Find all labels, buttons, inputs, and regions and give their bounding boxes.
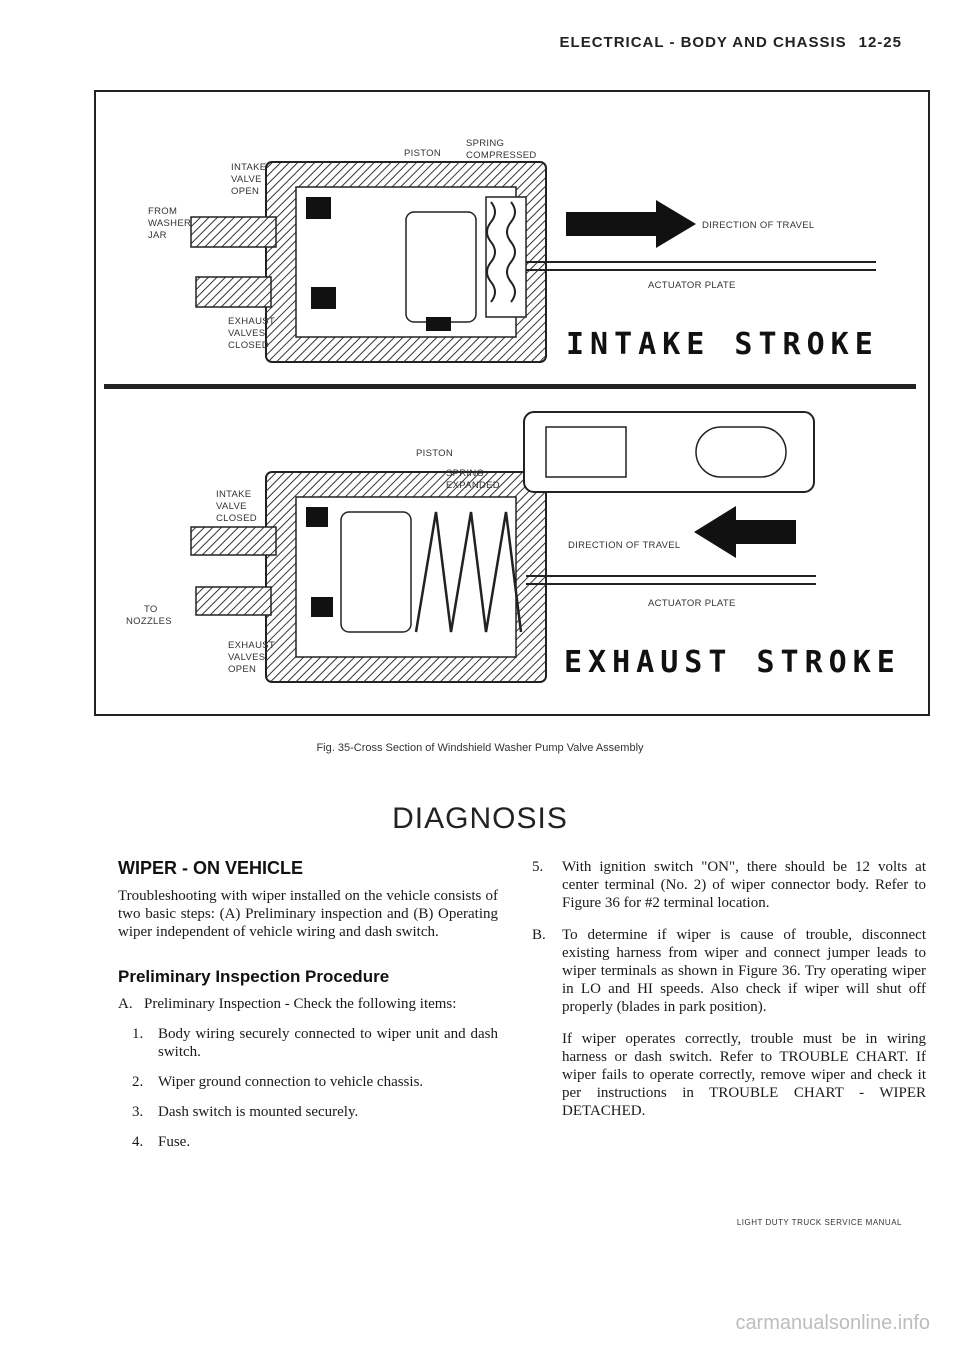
- list-item-text: Dash switch is mounted securely.: [158, 1104, 359, 1120]
- list-item-5: [532, 858, 926, 912]
- subsection-title: Preliminary Inspection Procedure: [118, 967, 390, 986]
- jar-label: JAR: [148, 230, 167, 241]
- intake-piston-label: PISTON: [404, 148, 441, 159]
- intake-exhaust-label-2: VALVES: [228, 328, 266, 339]
- exhaust-intake-valve-state-label: CLOSED: [216, 513, 257, 524]
- page-header: [560, 34, 902, 51]
- list-item-5-number: 5.: [532, 859, 544, 875]
- manual-footer: LIGHT DUTY TRUCK SERVICE MANUAL: [736, 1218, 902, 1227]
- list-item: [118, 1073, 498, 1091]
- list-item-b: [532, 926, 926, 1016]
- list-item: [118, 1025, 498, 1061]
- watermark: carmanualsonline.info: [735, 1312, 930, 1334]
- intake-spring-label: SPRING: [466, 138, 505, 149]
- intake-valve-label: INTAKE: [231, 162, 267, 173]
- intake-actuator-label: ACTUATOR PLATE: [648, 280, 736, 291]
- list-item-a-label: A.: [118, 996, 133, 1012]
- exhaust-valves-state-label: OPEN: [228, 664, 257, 675]
- list-item-b-text: To determine if wiper is cause of trouble, disconnect existing harness from wiper and connect jumper leads to wiper terminals as shown in Figure 36. Try operating wiper in LO and HI speeds. Also check if wiper will shut off properly (blades in park position).: [562, 927, 926, 1015]
- list-item-a: [118, 995, 498, 1013]
- exhaust-stroke-title: EXHAUST STROKE: [564, 645, 901, 680]
- pump-cross-section-diagram: [96, 92, 932, 718]
- exhaust-intake-valve-label-2: VALVE: [216, 501, 247, 512]
- diagnosis-heading: DIAGNOSIS: [392, 802, 568, 835]
- list-item: [118, 1103, 498, 1121]
- page-number: 12-25: [858, 34, 902, 51]
- exhaust-spring-state-label: EXPANDED: [446, 480, 500, 491]
- exhaust-intake-valve-label: INTAKE: [216, 489, 252, 500]
- washer-label: WASHER: [148, 218, 192, 229]
- list-item-5-text: With ignition switch "ON", there should be 12 volts at center terminal (No. 2) of wiper connector body. Refer to Figure 36 for #2 terminal location.: [562, 859, 926, 911]
- to-label: TO: [144, 604, 158, 615]
- right-column: [532, 858, 926, 1120]
- intro-paragraph: Troubleshooting with wiper installed on the vehicle consists of two basic steps: (A) Preliminary inspection and (B) Operating wiper independent of vehicle wiring and dash switch.: [118, 888, 498, 940]
- list-item-a-text: Preliminary Inspection - Check the following items:: [144, 996, 457, 1012]
- exhaust-direction-label: DIRECTION OF TRAVEL: [568, 540, 681, 551]
- figure-divider: [104, 384, 916, 389]
- list-item-number: 3.: [132, 1104, 144, 1120]
- intake-stroke-title: INTAKE STROKE: [566, 327, 879, 362]
- intake-exhaust-label: EXHAUST: [228, 316, 275, 327]
- list-item-text: Wiper ground connection to vehicle chassis.: [158, 1074, 424, 1090]
- list-item-text: Body wiring securely connected to wiper unit and dash switch.: [158, 1026, 498, 1060]
- intake-direction-label: DIRECTION OF TRAVEL: [702, 220, 815, 231]
- intake-exhaust-state-label: CLOSED: [228, 340, 269, 351]
- intake-valve-label-2: VALVE: [231, 174, 262, 185]
- list-item-b-label: B.: [532, 927, 546, 943]
- from-label: FROM: [148, 206, 178, 217]
- left-column: [118, 858, 498, 1163]
- list-item-number: 4.: [132, 1134, 144, 1150]
- exhaust-valves-label: EXHAUST: [228, 640, 275, 651]
- exhaust-pump-body: [191, 412, 816, 682]
- exhaust-piston-label: PISTON: [416, 448, 453, 459]
- list-item-number: 1.: [132, 1026, 144, 1042]
- list-item: [118, 1133, 498, 1151]
- conclusion-paragraph: If wiper operates correctly, trouble must be in wiring harness or dash switch. Refer to TROUBLE CHART. If wiper fails to operate correctly, remove wiper and check it per instructions in TROUBLE CHART - WIPER DETACHED.: [562, 1031, 926, 1119]
- list-item-text: Fuse.: [158, 1134, 191, 1150]
- exhaust-actuator-label: ACTUATOR PLATE: [648, 598, 736, 609]
- figure-box: [94, 90, 930, 716]
- intake-spring-state-label: COMPRESSED: [466, 150, 537, 161]
- exhaust-spring-label: SPRING: [446, 468, 485, 479]
- header-section: ELECTRICAL - BODY AND CHASSIS: [559, 34, 847, 51]
- nozzles-label: NOZZLES: [126, 616, 172, 627]
- list-item-number: 2.: [132, 1074, 144, 1090]
- intake-valve-state-label: OPEN: [231, 186, 260, 197]
- exhaust-valves-label-2: VALVES: [228, 652, 266, 663]
- figure-caption: Fig. 35-Cross Section of Windshield Washer Pump Valve Assembly: [316, 742, 644, 754]
- section-title: WIPER - ON VEHICLE: [118, 858, 304, 878]
